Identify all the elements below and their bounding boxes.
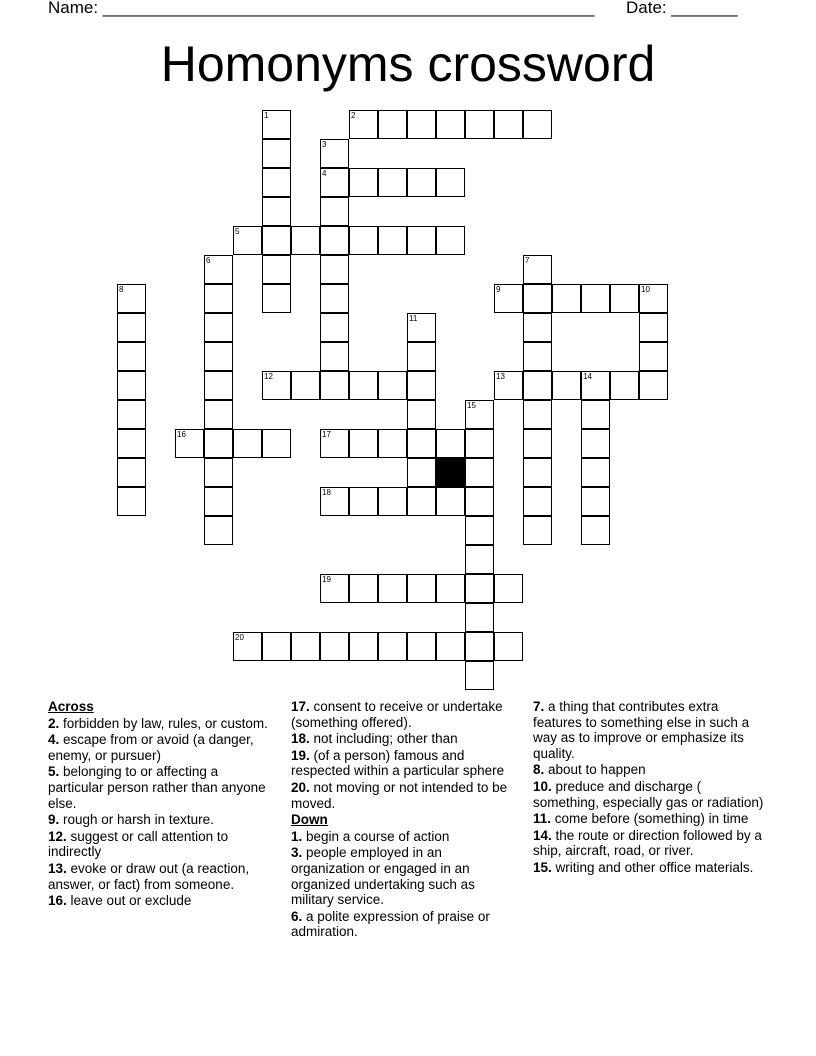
clue-down-3: 3. people employed in an organization or engaged in an organized undertaking such as military service.	[291, 845, 475, 908]
grid-cell[interactable]	[204, 400, 233, 429]
grid-cell[interactable]	[378, 429, 407, 458]
grid-cell[interactable]	[204, 516, 233, 545]
grid-cell[interactable]	[465, 661, 494, 690]
grid-cell[interactable]	[465, 545, 494, 574]
across-heading: Across	[48, 699, 94, 714]
grid-cell[interactable]	[204, 284, 233, 313]
clue-across-4: 4. escape from or avoid (a danger, enemy, or pursuer)	[48, 732, 254, 763]
grid-cell[interactable]	[204, 342, 233, 371]
grid-cell[interactable]	[581, 458, 610, 487]
grid-cell[interactable]	[378, 371, 407, 400]
grid-cell[interactable]	[320, 139, 349, 168]
grid-cell[interactable]	[407, 110, 436, 139]
clue-down-1: 1. begin a course of action	[291, 828, 450, 844]
grid-cell[interactable]	[117, 429, 146, 458]
grid-cell[interactable]	[204, 487, 233, 516]
grid-cell[interactable]	[639, 371, 668, 400]
grid-cell[interactable]	[523, 429, 552, 458]
grid-cell[interactable]	[262, 255, 291, 284]
grid-cell[interactable]	[436, 110, 465, 139]
grid-cell[interactable]	[320, 429, 349, 458]
clue-number: 15	[467, 401, 476, 410]
grid-cell[interactable]	[117, 487, 146, 516]
grid-cell[interactable]	[436, 574, 465, 603]
grid-cell[interactable]	[523, 516, 552, 545]
clue-across-18: 18. not including; other than	[291, 731, 458, 747]
grid-cell[interactable]	[378, 110, 407, 139]
grid-cell[interactable]	[117, 371, 146, 400]
grid-cell[interactable]	[175, 429, 204, 458]
grid-cell[interactable]	[465, 603, 494, 632]
grid-cell[interactable]	[378, 632, 407, 661]
clue-down-7: 7. a thing that contributes extra features to something else in such a way as to improve or emphasize its quality.	[533, 699, 750, 761]
grid-cell[interactable]	[407, 400, 436, 429]
grid-cell[interactable]	[581, 400, 610, 429]
date-field[interactable]: Date: _______	[626, 0, 738, 17]
grid-cell[interactable]	[407, 429, 436, 458]
grid-cell[interactable]	[204, 313, 233, 342]
clue-number: 18	[322, 488, 331, 497]
grid-cell[interactable]	[378, 487, 407, 516]
grid-cell[interactable]	[262, 632, 291, 661]
down-heading: Down	[291, 812, 328, 828]
grid-cell[interactable]	[320, 632, 349, 661]
grid-cell[interactable]	[494, 632, 523, 661]
grid-cell[interactable]	[465, 110, 494, 139]
grid-cell[interactable]	[581, 284, 610, 313]
grid-cell[interactable]	[349, 371, 378, 400]
grid-cell[interactable]	[581, 516, 610, 545]
grid-cell[interactable]	[523, 110, 552, 139]
grid-cell[interactable]	[523, 284, 552, 313]
grid-cell[interactable]	[610, 284, 639, 313]
grid-cell[interactable]	[291, 371, 320, 400]
grid-cell[interactable]	[262, 371, 291, 400]
clue-down-14: 14. the route or direction followed by a ship, aircraft, road, or river.	[533, 827, 762, 859]
grid-cell[interactable]	[233, 226, 262, 255]
grid-cell[interactable]	[581, 429, 610, 458]
grid-cell[interactable]	[639, 313, 668, 342]
grid-cell[interactable]	[291, 226, 320, 255]
grid-cell[interactable]	[407, 226, 436, 255]
clue-across-19: 19. (of a person) famous and respected within a particular sphere	[291, 747, 505, 779]
clue-number: 13	[496, 372, 505, 381]
clue-number: 3	[322, 140, 327, 149]
clue-number: 20	[235, 633, 244, 642]
grid-cell[interactable]	[262, 284, 291, 313]
grid-cell[interactable]	[320, 371, 349, 400]
clue-number: 12	[264, 372, 273, 381]
grid-cell[interactable]	[117, 284, 146, 313]
grid-cell[interactable]	[407, 632, 436, 661]
grid-cell[interactable]	[523, 371, 552, 400]
clue-number: 4	[322, 169, 327, 178]
grid-cell[interactable]	[320, 255, 349, 284]
grid-cell[interactable]	[320, 168, 349, 197]
grid-cell[interactable]	[465, 632, 494, 661]
grid-cell[interactable]	[262, 197, 291, 226]
grid-cell[interactable]	[262, 226, 291, 255]
clue-number: 9	[496, 285, 501, 294]
clues-column-3	[533, 699, 769, 877]
grid-cell[interactable]	[465, 516, 494, 545]
clue-number: 2	[351, 111, 356, 120]
grid-cell[interactable]	[262, 139, 291, 168]
clue-number: 16	[177, 430, 186, 439]
grid-cell[interactable]	[349, 226, 378, 255]
grid-cell[interactable]	[407, 342, 436, 371]
grid-cell[interactable]	[320, 226, 349, 255]
grid-cell[interactable]	[523, 400, 552, 429]
grid-cell[interactable]	[204, 458, 233, 487]
clue-across-13: 13. evoke or draw out (a reaction, answer, or fact) from someone.	[48, 860, 250, 892]
grid-cell[interactable]	[349, 632, 378, 661]
clue-number: 8	[119, 285, 124, 294]
clue-down-8: 8. about to happen	[533, 762, 646, 778]
clues-column-2	[291, 699, 513, 941]
grid-cell[interactable]	[262, 110, 291, 139]
grid-cell[interactable]	[233, 429, 262, 458]
grid-cell[interactable]	[262, 168, 291, 197]
grid-cell[interactable]	[639, 342, 668, 371]
grid-cell[interactable]	[465, 429, 494, 458]
grid-cell[interactable]	[523, 255, 552, 284]
clue-down-11: 11. come before (something) in time	[533, 811, 749, 827]
grid-cell[interactable]	[407, 371, 436, 400]
grid-cell[interactable]	[204, 429, 233, 458]
clue-across-17: 17. consent to receive or undertake (something offered).	[291, 699, 503, 730]
grid-cell[interactable]	[494, 284, 523, 313]
clue-across-9: 9. rough or harsh in texture.	[48, 812, 214, 828]
clue-number: 6	[206, 256, 211, 265]
grid-cell[interactable]	[378, 574, 407, 603]
clue-number: 14	[583, 372, 592, 381]
grid-cell[interactable]	[436, 226, 465, 255]
grid-cell[interactable]	[465, 574, 494, 603]
grid-cell[interactable]	[436, 632, 465, 661]
grid-cell[interactable]	[320, 342, 349, 371]
grid-cell[interactable]	[320, 313, 349, 342]
grid-cell[interactable]	[523, 487, 552, 516]
grid-cell[interactable]	[378, 226, 407, 255]
name-field[interactable]: Name: ____________________________________________________	[48, 0, 595, 17]
grid-cell[interactable]	[349, 168, 378, 197]
grid-cell[interactable]	[117, 313, 146, 342]
clue-number: 17	[322, 430, 331, 439]
clue-across-5: 5. belonging to or affecting a particular person rather than anyone else.	[48, 764, 266, 811]
clue-number: 7	[525, 256, 530, 265]
grid-cell[interactable]	[204, 255, 233, 284]
blocked-cell	[436, 458, 465, 487]
grid-cell[interactable]	[320, 487, 349, 516]
grid-cell[interactable]	[436, 487, 465, 516]
grid-cell[interactable]	[291, 632, 320, 661]
grid-cell[interactable]	[320, 574, 349, 603]
grid-cell[interactable]	[523, 458, 552, 487]
grid-cell[interactable]	[349, 574, 378, 603]
clue-number: 1	[264, 111, 269, 120]
page-title: Homonyms crossword	[160, 36, 656, 92]
grid-cell[interactable]	[233, 632, 262, 661]
clue-across-12: 12. suggest or call attention to indirectly	[48, 828, 229, 860]
grid-cell[interactable]	[349, 429, 378, 458]
grid-cell[interactable]	[523, 313, 552, 342]
grid-cell[interactable]	[552, 284, 581, 313]
grid-cell[interactable]	[494, 574, 523, 603]
grid-cell[interactable]	[320, 197, 349, 226]
grid-cell[interactable]	[407, 574, 436, 603]
grid-cell[interactable]	[262, 429, 291, 458]
grid-cell[interactable]	[581, 487, 610, 516]
clues-column-1	[48, 699, 270, 910]
clue-across-20: 20. not moving or not intended to be moved.	[291, 779, 508, 811]
grid-cell[interactable]	[523, 342, 552, 371]
grid-cell[interactable]	[465, 487, 494, 516]
grid-cell[interactable]	[117, 458, 146, 487]
clue-down-15: 15. writing and other office materials.	[533, 859, 754, 875]
clue-down-6: 6. a polite expression of praise or admiration.	[291, 908, 490, 940]
clue-number: 10	[641, 285, 650, 294]
grid-cell[interactable]	[407, 487, 436, 516]
clue-number: 11	[409, 314, 418, 323]
grid-cell[interactable]	[581, 371, 610, 400]
grid-cell[interactable]	[494, 110, 523, 139]
clue-number: 19	[322, 575, 331, 584]
grid-cell[interactable]	[465, 400, 494, 429]
grid-cell[interactable]	[610, 371, 639, 400]
grid-cell[interactable]	[436, 168, 465, 197]
clue-number: 5	[235, 227, 240, 236]
grid-cell[interactable]	[204, 371, 233, 400]
grid-cell[interactable]	[436, 429, 465, 458]
grid-cell[interactable]	[407, 168, 436, 197]
grid-cell[interactable]	[552, 371, 581, 400]
clue-down-10: 10. preduce and discharge ( something, especially gas or radiation)	[533, 778, 764, 810]
grid-cell[interactable]	[639, 284, 668, 313]
grid-cell[interactable]	[349, 487, 378, 516]
grid-cell[interactable]	[494, 371, 523, 400]
clue-across-16: 16. leave out or exclude	[48, 893, 192, 909]
grid-cell[interactable]	[117, 342, 146, 371]
grid-cell[interactable]	[378, 168, 407, 197]
grid-cell[interactable]	[407, 313, 436, 342]
grid-cell[interactable]	[117, 400, 146, 429]
grid-cell[interactable]	[320, 284, 349, 313]
grid-cell[interactable]	[349, 110, 378, 139]
grid-cell[interactable]	[407, 458, 436, 487]
grid-cell[interactable]	[465, 458, 494, 487]
clue-across-2: 2. forbidden by law, rules, or custom.	[48, 715, 268, 731]
